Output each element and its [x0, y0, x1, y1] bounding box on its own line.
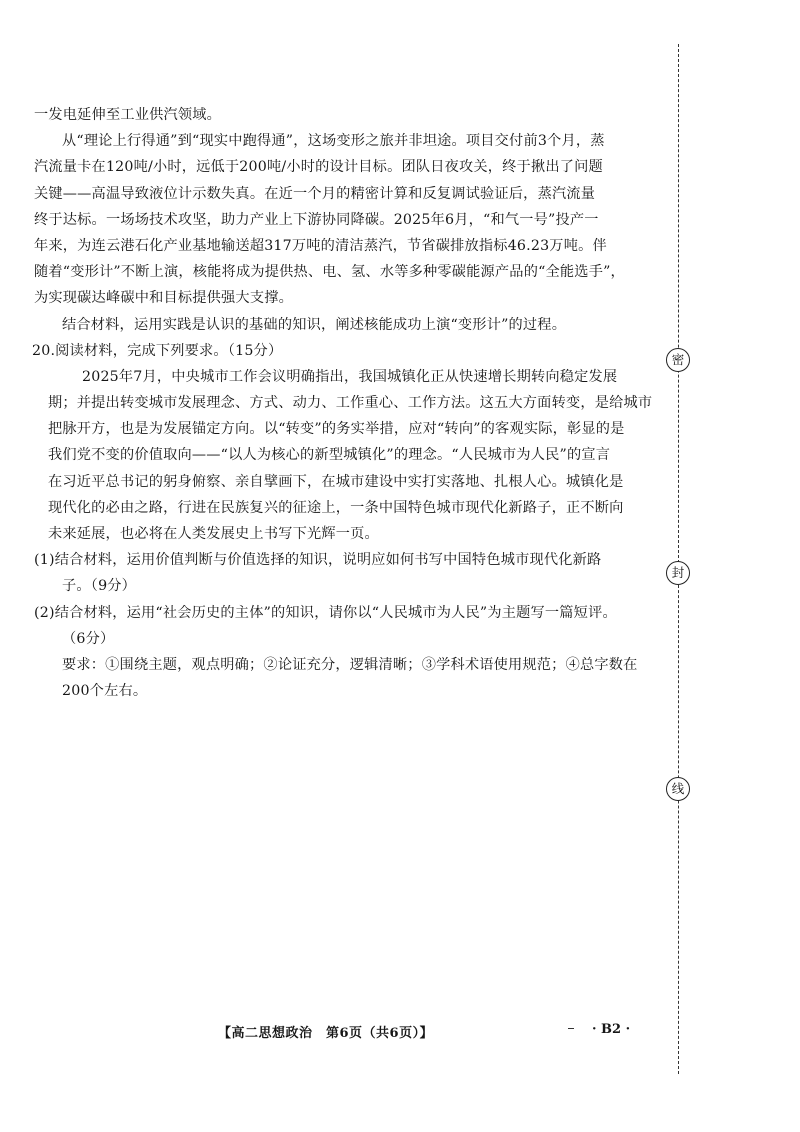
question-20-header: 20.阅读材料，完成下列要求。（15分）	[32, 342, 283, 359]
paragraph-line: 终于达标。一场场技术攻坚，助力产业上下游协同降碳。2025年6月，“和气一号”投产一	[34, 211, 599, 228]
paragraph-line: 为实现碳达峰碳中和目标提供强大支撑。	[34, 290, 293, 307]
requirements: 要求：①围绕主题，观点明确；②论证充分，逻辑清晰；③学科术语使用规范；④总字数在	[62, 656, 638, 673]
paper-code: · B2 ·	[592, 1022, 631, 1037]
seal-mark-bottom: 线	[666, 777, 690, 801]
page-footer: 【高二思想政治 第6页（共6页）】	[218, 1026, 434, 1041]
material-line: 期；并提出转变城市发展理念、方式、动力、工作重心、工作方法。这五大方面转变，是给城市	[48, 395, 653, 412]
seal-mark-middle: 封	[666, 561, 690, 585]
requirements-cont: 200个左右。	[62, 683, 148, 700]
paragraph-line: 关键——高温导致液位计示数失真。在近一个月的精密计算和反复调试验证后，蒸汽流量	[34, 185, 596, 202]
binding-dashed-line	[678, 44, 679, 1074]
material-line: 我们党不变的价值取向——“以人为核心的新型城镇化”的理念。“人民城市为人民”的宣言	[48, 447, 611, 464]
paragraph-line: 汽流量卡在120吨/小时，远低于200吨/小时的设计目标。团队日夜攻关，终于揪出了问题	[34, 159, 603, 176]
paragraph-line: 从“理论上行得通”到“现实中跑得通”，这场变形之旅并非坦途。项目交付前3个月，蒸	[62, 133, 605, 150]
footer-dash	[568, 1028, 574, 1029]
subquestion-2-cont: （6分）	[62, 630, 115, 647]
paragraph-line: 一发电延伸至工业供汽领域。	[34, 107, 222, 123]
question-19-task: 结合材料，运用实践是认识的基础的知识，阐述核能成功上演“变形计”的过程。	[62, 316, 567, 333]
seal-mark-top: 密	[666, 348, 690, 372]
material-line: 未来延展，也必将在人类发展史上书写下光辉一页。	[48, 526, 379, 542]
paragraph-line: 随着“变形计”不断上演，核能将成为提供热、电、氢、水等多种零碳能源产品的“全能选手”，	[34, 264, 625, 281]
paragraph-line: 年来，为连云港石化产业基地输送超317万吨的清洁蒸汽，节省碳排放指标46.23万吨。伴	[34, 237, 607, 254]
material-line: 把脉开方，也是为发展锚定方向。以“转变”的务实举措，应对“转向”的客观实际，彰显的是	[48, 421, 625, 438]
subquestion-1-cont: 子。（9分）	[62, 578, 137, 595]
page-content	[32, 102, 653, 704]
subquestion-2: (2)结合材料，运用“社会历史的主体”的知识，请你以“人民城市为人民”为主题写一篇短评。	[34, 604, 617, 621]
material-line: 2025年7月，中央城市工作会议明确指出，我国城镇化正从快速增长期转向稳定发展	[82, 368, 618, 385]
material-line: 在习近平总书记的躬身俯察、亲自擘画下，在城市建设中实打实落地、扎根人心。城镇化是	[48, 473, 624, 490]
subquestion-1: (1)结合材料，运用价值判断与价值选择的知识，说明应如何书写中国特色城市现代化新路	[34, 552, 602, 569]
material-line: 现代化的必由之路，行进在民族复兴的征途上，一条中国特色城市现代化新路子，正不断向	[48, 499, 624, 516]
